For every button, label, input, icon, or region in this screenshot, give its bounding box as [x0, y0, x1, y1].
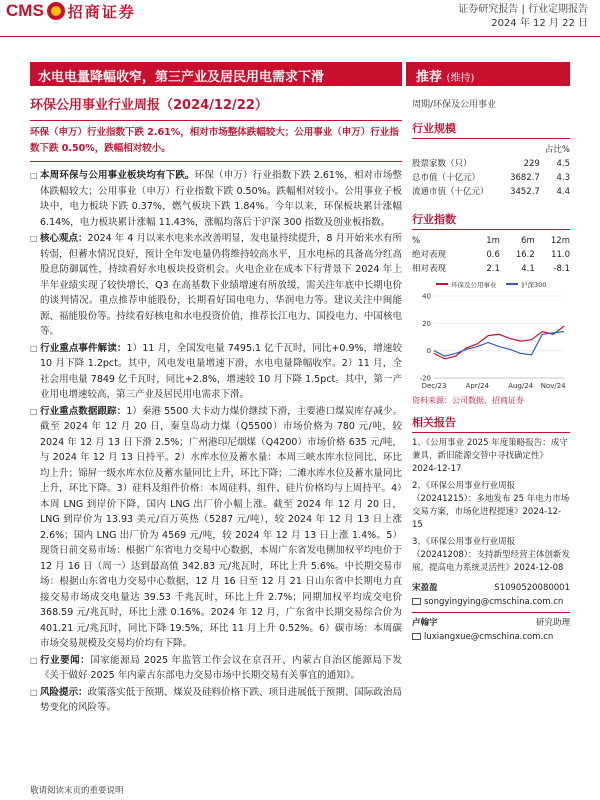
bullet-lead: 行业重点事件解读：: [40, 342, 127, 354]
table-row: [412, 262, 570, 276]
row-pct: 4.4: [556, 187, 570, 197]
row-label: 绝对表现: [412, 250, 447, 260]
row-label: 流通市值（十亿元）: [412, 187, 489, 197]
analyst-name: 宋盈盈: [412, 583, 438, 593]
bullet-text: 环保（申万）行业指数下跌 2.61%，相对市场整体跌幅较大；公用事业（申万）行业指数下跌 0.50%。跌幅相对较小。公用事业子板块中，电力板块下跌 0.37%，燃气板块下跌 1.84%。今年以来，环保板块累计涨幅 6.14%，电力板块累计涨幅 11.43%，涨幅均落后于沪深 300 指数及创业板指数。: [40, 170, 402, 228]
analyst-email[interactable]: [412, 630, 570, 644]
row-value: 11.0: [551, 250, 570, 260]
report-title: 水电电量降幅收窄，第三产业及居民用电需求下滑: [30, 62, 402, 86]
rating-badge: [406, 62, 570, 86]
analyst-row: [412, 581, 570, 595]
y-tick-label: 40: [422, 292, 431, 301]
x-tick-label: Apr/24: [465, 382, 490, 390]
related-report-link[interactable]: 2、《环保公用事业行业周报（20241215）：多地发布 25 年电力市场交易方案，市场化进程提速》2024-12-15: [412, 481, 570, 530]
header-divider: [0, 36, 600, 37]
row-value: -8.1: [553, 264, 570, 274]
row-label: 股票家数（只）: [412, 159, 472, 169]
row-value: 0.6: [486, 250, 500, 260]
bullet-item: [30, 404, 402, 652]
bullet-item: [30, 685, 402, 716]
y-tick-label: 0: [426, 347, 431, 356]
logo-mark-icon: [47, 2, 65, 20]
industry-scale-table: [412, 143, 570, 199]
row-pct: 4.5: [556, 159, 570, 169]
bullet-lead: 行业重点数据跟踪：: [40, 405, 127, 417]
bullet-text: 2024 年 4 月以来水电来水改善明显，发电量持续提升，8 月开始来水有所转弱，但蓄水情况良好，预计全年发电量仍将维持较高水平，且水电标的具备高分红高股息防御属性，持续看好水电板块投资机会。火电企业在成本下行背景下 2024 年上半年业绩实现了较快增长，Q3 在高基数下业绩增速有所放缓，需关注年底中长期电价的谈判情况。重点推荐申能股份，长期看好国电电力、华润电力等。建议关注中闽能源、福能股份等。持续看好核电和水电投资价值，推荐长江电力、国投电力、中国核电等。: [40, 233, 402, 337]
bullet-lead: 本周环保与公用事业板块均有下跌。: [40, 170, 195, 181]
bullet-lead: 核心观点：: [40, 233, 88, 244]
header-meta: [458, 3, 588, 31]
email-text: songyingying@cmschina.com.cn: [424, 597, 564, 607]
table-row: [412, 157, 570, 171]
page-header: [0, 0, 600, 46]
index-chart-svg: [412, 278, 570, 393]
analyst-id: 研究助理: [535, 618, 570, 628]
legend-label: 环保及公用事业: [451, 281, 497, 289]
x-tick-label: Dec/23: [421, 382, 447, 390]
row-value: 16.2: [515, 250, 535, 260]
unit-header: 占比%: [544, 145, 570, 155]
x-tick-label: Aug/24: [508, 382, 534, 390]
row-value: 3682.7: [510, 173, 540, 183]
report-category: 周期/环保及公用事业: [412, 100, 497, 110]
related-reports-title: 相关报告: [412, 414, 570, 433]
col-header: 1m: [486, 236, 500, 246]
row-label: 总市值（十亿元）: [412, 173, 481, 183]
related-report-link[interactable]: 3、《环保公用事业行业周报（20241208）：支持新型经营主体创新发展，提高电力系统灵活性》2024-12-08: [412, 537, 571, 573]
bullet-text: 国家能源局 2025 年监管工作会议在京召开、内蒙古自治区能源局下发《关于做好 2025 年内蒙古东部电力交易市场中长期交易有关事宜的通知》。: [40, 654, 402, 681]
logo-en: CMS: [6, 1, 44, 20]
row-label: 相对表现: [412, 264, 447, 274]
rating-sub: (维持): [446, 73, 475, 84]
analyst-email[interactable]: [412, 595, 570, 609]
bullet-item: [30, 341, 402, 403]
related-reports: [412, 437, 570, 575]
col-header: %: [412, 236, 421, 246]
industry-index-table: [412, 234, 570, 276]
logo-cn: 招商证券: [67, 2, 136, 21]
report-subtitle: 环保公用事业行业周报（2024/12/22）: [30, 98, 268, 113]
bullet-lead: 行业要闻：: [40, 654, 91, 666]
series-line: [434, 332, 564, 357]
bullet-item: [30, 653, 402, 684]
y-tick-label: -20: [419, 374, 431, 383]
mail-icon: [412, 633, 421, 640]
main-column: [30, 120, 402, 717]
bullet-lead: 风险提示：: [40, 686, 88, 698]
report-date: 2024 年 12 月 22 日: [491, 18, 588, 29]
index-chart: [412, 278, 570, 393]
y-tick-label: 20: [422, 319, 431, 328]
mail-icon: [412, 598, 421, 605]
bullet-item: [30, 168, 402, 230]
email-text: luxiangxue@cmschina.com.cn: [424, 632, 554, 642]
row-value: 4.1: [521, 264, 535, 274]
analyst-divider: [412, 612, 570, 613]
bullet-list: [30, 168, 402, 716]
sidebar: [412, 120, 570, 644]
row-value: 229: [523, 159, 540, 169]
industry-index-title: 行业指数: [412, 211, 570, 230]
industry-scale-title: 行业规模: [412, 120, 570, 139]
bullet-text: 政策落实低于预期、煤炭及硅料价格下跌、项目进展低于预期、国际政治局势变化的风险等。: [40, 686, 402, 713]
row-value: 3452.7: [510, 187, 540, 197]
report-type: 证券研究报告 | 行业定期报告: [458, 4, 588, 15]
table-row: [412, 248, 570, 262]
bullet-text: 1）秦港 5500 大卡动力煤价继续下滑，主要港口煤炭库存减少。截至 2024 年 12 月 20 日，秦皇岛动力煤（Q5500）市场价格为 780 元/吨，较 2024 年 12 月 13 日下滑 2.5%；广州港印尼烟煤（Q4200）市场价格 635 元/吨，与 2024 年 12 月 13 日持平。2）水库水位及蓄水量：本周三峡水库水位同比、环比均上升；锦屏一级水库水位及蓄水量同比上升，环比下降；二滩水库水位及蓄水量同比上升，环比下降。3）硅料及组件价格：本周硅料、组件、硅片价格均与上周持平。4）本周 LNG 到岸价下降，国内 LNG 出厂价小幅上涨。截至 2024 年 12 月 20 日，LNG 到岸价为 13.93 美元/百万英热（5287 元/吨），较 2024 年 12 月 13 日上涨 2.6%；国内 LNG 出厂价为 4569 元/吨，较 2024 年 12 月 13 日上涨 1.4%。5）现货日前交易市场：根据广东省电力交易中心数据，本周广东省发电侧加权平均电价于 12 月 16 日（周一）达到最高值 342.83 元/兆瓦时，环比上升 5.6%。中长期交易市场：根据山东省电力交易中心数据，12 月 16 日至 12 月 21 日山东省中长期电力直接交易市场成交电量达 39.53 千兆瓦时，环比上升 2.7%；同期加权平均成交电价 368.59 元/兆瓦时，环比上涨 0.16%。2024 年 12 月，广东省中长期交易综合价为 401.21 元/兆瓦时，同比下降 19.5%，环比 11 月上升 0.52%。6）碳市场：本周碳市场交易规模及交易均价均有下降。: [40, 405, 402, 649]
analyst-block: [412, 581, 570, 644]
legend-label: 沪深300: [521, 281, 547, 289]
col-header: 12m: [550, 236, 570, 246]
bullet-text: 1）11 月，全国发电量 7495.1 亿千瓦时，同比+0.9%，增速较 10 月下降 1.2pct。其中，风电发电量增速下滑，水电电量降幅收窄。2）11 月，全社会用电量 7849 亿千瓦时，同比+2.8%，增速较 10 月下降 1.5pct。其中，第一产业用电增速较高，第三产业及居民用电需求下滑。: [40, 342, 402, 400]
bullet-item: [30, 231, 402, 340]
footer-note: 敬请阅读末页的重要说明: [30, 786, 124, 796]
row-pct: 4.3: [556, 173, 570, 183]
analyst-row: [412, 616, 570, 630]
row-value: 2.1: [486, 264, 500, 274]
table-row: [412, 171, 570, 185]
brand-logo: [6, 0, 136, 22]
analyst-id: S1090520080001: [494, 583, 570, 593]
col-header: 6m: [521, 236, 535, 246]
analyst-name: 卢翰宇: [412, 618, 438, 628]
x-tick-label: Nov/24: [540, 382, 566, 390]
chart-source: 资料来源：公司数据、招商证券: [412, 396, 524, 405]
related-report-link[interactable]: 1、《公用事业 2025 年度策略报告：成守兼具，新旧能源交替中寻找确定性》2024-12-17: [412, 438, 568, 474]
table-header: [412, 234, 570, 248]
rating-label: 推荐: [416, 70, 443, 85]
summary: 环保（申万）行业指数下跌 2.61%，相对市场整体跌幅较大；公用事业（申万）行业指数下跌 0.50%，跌幅相对较小。: [30, 120, 402, 162]
table-row: [412, 185, 570, 199]
